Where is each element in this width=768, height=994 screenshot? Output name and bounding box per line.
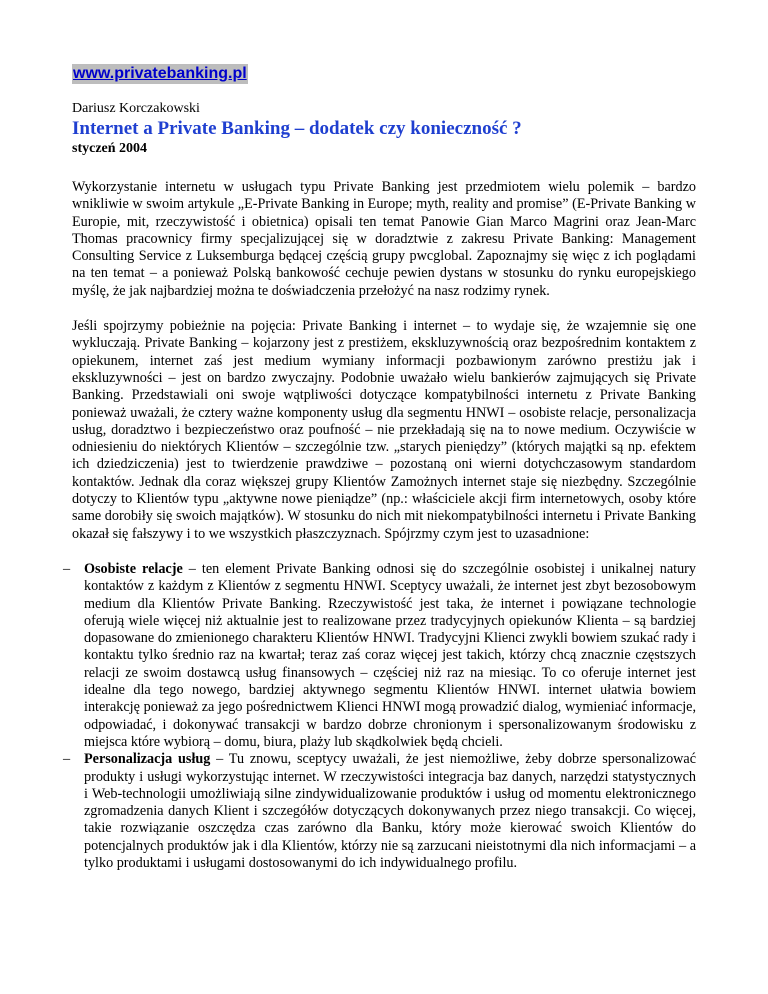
article-date: styczeń 2004 — [72, 141, 148, 156]
dash-bullet: – — [63, 751, 71, 768]
site-url-link[interactable]: www.privatebanking.pl — [73, 65, 247, 82]
list-item-text: – Tu znowu, sceptycy uważali, że jest niemożliwe, żeby dobrze spersonalizować produkty i usługi wykorzystując internet. W rzeczywistości integracja baz danych, narzędzi statystycznych i Web-technologii umożliwiają silne zindywidualizowanie produktów i usług od momentu elektronicznego zgromadzenia danych Klient i szczegółów dotyczących dokonywanych przez niego transakcji. Co więcej, takie rozwiązanie oszczędza czas zarówno dla Banku, który może kierować swoich Klientów do potencjalnych produktów jak i dla Klientów, którzy nie są zarzucani nieistotnymi dla nich informacjami – a tylko produktami i usługami dostosowanymi do ich indywidualnego profilu. — [84, 751, 697, 871]
list-item-text: – ten element Private Banking odnosi się do szczególnie osobistej i unikalnej natury kontaktów z każdym z Klientów z segmentu HNWI. Sceptycy uważali, że internet jest zbyt bezosobowym medium dla Klientów Private Banking. Rzeczywistość jest taka, że internet i powiązane technologie oferują wiele więcej niż aktualnie jest to realizowane przez tradycyjnych opiekunów Klienta – są bardziej dopasowane do zmienionego charakteru Klientów HNWI. Tradycyjni Klienci zwykli bowiem szukać rady i kontaktu tylko średnio raz na kwartał; teraz zaś coraz więcej jest takich, którzy chcą znacznie częstszych relacji ze swoim dostawcą usług finansowych – częściej niż raz na miesiąc. To co oferuje internet jest idealne dla tego nowego, bardziej aktywnego segmentu Klientów HNWI. internet ułatwia bowiem interakcję ponieważ za jego pośrednictwem Klienci HNWI mogą prowadzić dialog, wymieniać informacje, odpowiadać, i dokonywać transakcji w bardzo dobrze chronionym i spersonalizowanym środowisku z miejsca które wybiorą – domu, biura, plaży lub skądkolwiek będą chcieli. — [84, 560, 697, 750]
dash-bullet: – — [63, 560, 71, 577]
bullet-list — [63, 560, 697, 872]
paragraph-intro: Wykorzystanie internetu w usługach typu Private Banking jest przedmiotem wielu polemik – bardzo wnikliwie w swoim artykule „E-Private Banking in Europe; myth, reality and promise” (E-Private Banking w Europie, mit, rzeczywistość i obietnica) opisali ten temat Panowie Gian Marco Magrini oraz Jean-Marc Thomas pracownicy firmy specjalizującej się w doradztwie z zakresu Private Banking: Management Consulting Service z Luksemburga będącej częścią grupy pwcglobal. Zapoznajmy się więc z ich poglądami na ten temat – a ponieważ Polską bankowość cechuje pewien dystans w stosunku do rynku europejskiego myślę, że jak najbardziej można te doświadczenia przełożyć na nasz rodzimy rynek. — [72, 179, 696, 299]
document-page — [63, 62, 697, 872]
author-name: Dariusz Korczakowski — [72, 101, 200, 116]
list-item-term: Personalizacja usług — [84, 751, 211, 768]
list-item-term: Osobiste relacje — [84, 560, 183, 577]
list-item — [63, 560, 697, 751]
article-title: Internet a Private Banking – dodatek czy konieczność ? — [72, 118, 522, 139]
paragraph-main: Jeśli spojrzymy pobieżnie na pojęcia: Private Banking i internet – to wydaje się, że wzajemnie się one wykluczają. Private Banking – kojarzony jest z prestiżem, ekskluzywnością oraz bezpośrednim kontaktem z opiekunem, internet zaś jest medium wymiany informacji pozbawionym zarówno prestiżu jak i ekskluzywności – jest on bardzo zwyczajny. Podobnie uważało wielu bankierów zajmujących się Private Banking. Przedstawiali oni swoje wątpliwości dotyczące kompatybilności internetu z Private Banking ponieważ uważali, że cztery ważne komponenty usług dla segmentu HNWI – osobiste relacje, personalizacja usług, doradztwo i bezpieczeństwo oraz poufność – nie przekładają się na to nowe medium. Oczywiście w odniesieniu do niektórych Klientów – szczególnie tzw. „starych pieniędzy” (których majątki są np. efektem ich dziedziczenia) jest to twierdzenie prawdziwe – pozostaną oni wierni dotychczasowym standardom kontaktów. Jednak dla coraz większej grupy Klientów Zamożnych internet staje się niezbędny. Szczególnie dotyczy to Klientów typu „aktywne nowe pieniądze” (np.: właściciele akcji firm internetowych, osoby które same dorobiły się swoich majątków). W stosunku do nich mit niekompatybilności internetu i Private Banking okazał się fałszywy i to we wszystkich płaszczyznach. Spójrzmy czym jest to uzasadnione: — [72, 318, 696, 542]
list-item — [63, 751, 697, 872]
